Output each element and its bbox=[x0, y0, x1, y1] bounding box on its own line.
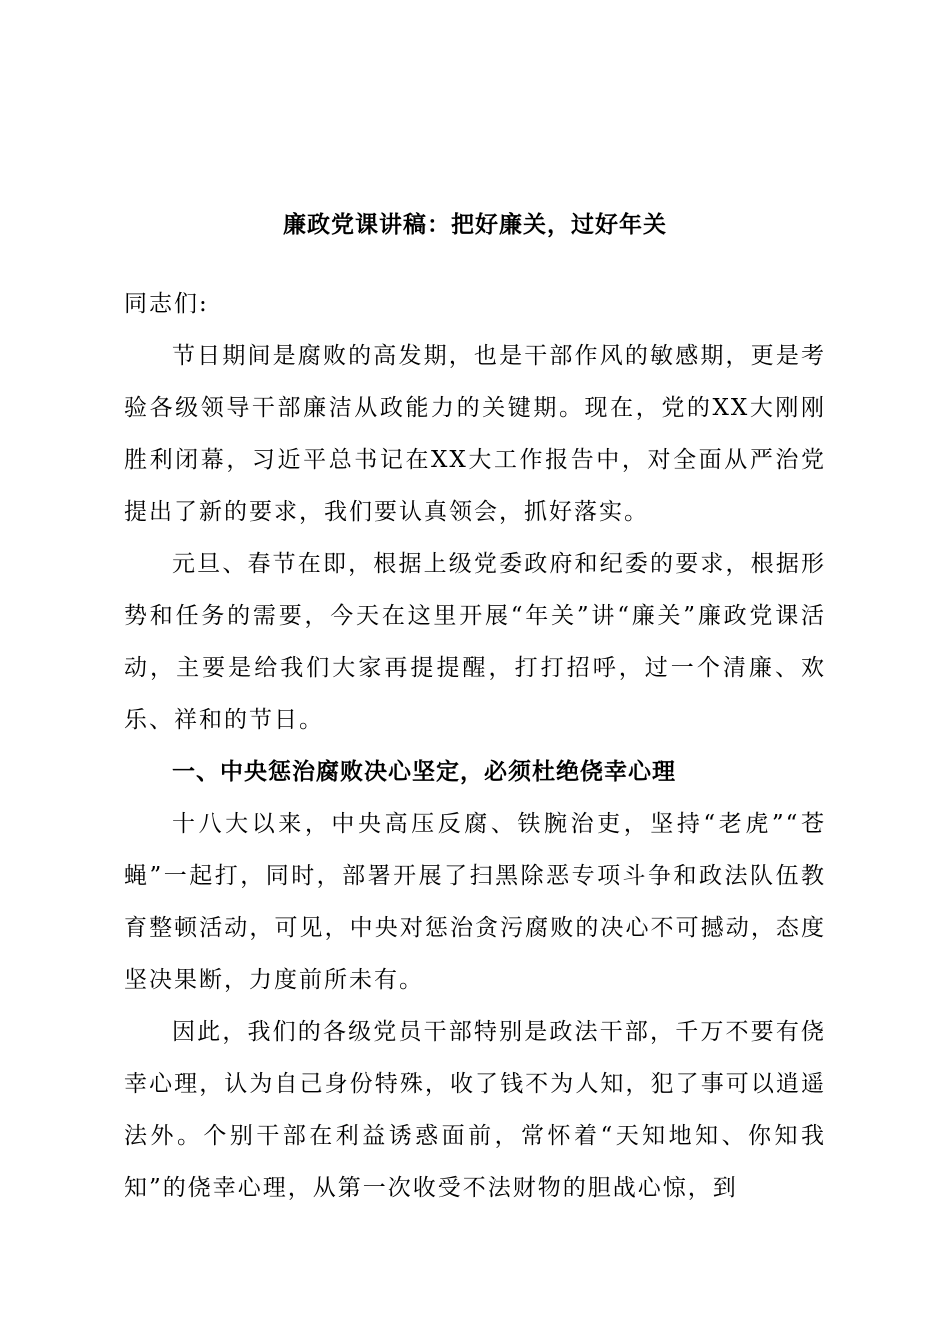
section1-paragraph-1: 十八大以来，中央高压反腐、铁腕治吏，坚持“老虎”“苍蝇”一起打，同时，部署开展了扫黑除恶专项斗争和政法队伍教育整顿活动，可见，中央对惩治贪污腐败的决心不可撼动，态度坚决果断，力度前所未有。 bbox=[124, 811, 826, 993]
section-heading-1: 一、中央惩治腐败决心坚定，必须杜绝侥幸心理 bbox=[172, 759, 676, 785]
section1-paragraph-2: 因此，我们的各级党员干部特别是政法干部，千万不要有侥幸心理，认为自己身份特殊，收了钱不为人知，犯了事可以逍遥法外。个别干部在利益诱惑面前，常怀着“天知地知、你知我知”的侥幸心理，从第一次收受不法财物的胆战心惊，到 bbox=[124, 1019, 826, 1201]
document-body bbox=[124, 330, 826, 1214]
salutation: 同志们: bbox=[124, 291, 209, 317]
document-title: 廉政党课讲稿：把好廉关，过好年关 bbox=[283, 211, 667, 238]
paragraph-2: 元旦、春节在即，根据上级党委政府和纪委的要求，根据形势和任务的需要，今天在这里开展“年关”讲“廉关”廉政党课活动，主要是给我们大家再提提醒，打打招呼，过一个清廉、欢乐、祥和的节日。 bbox=[124, 551, 826, 733]
paragraph-1: 节日期间是腐败的高发期，也是干部作风的敏感期，更是考验各级领导干部廉洁从政能力的关键期。现在，党的XX大刚刚胜利闭幕，习近平总书记在XX大工作报告中，对全面从严治党提出了新的要求，我们要认真领会，抓好落实。 bbox=[124, 343, 826, 525]
